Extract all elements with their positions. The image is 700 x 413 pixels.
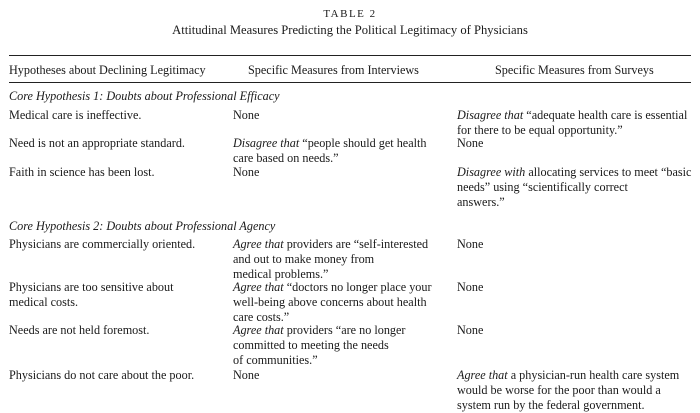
survey-measure-cell	[457, 136, 692, 151]
cell-line	[457, 108, 692, 123]
cell-line: Need is not an appropriate standard.	[9, 136, 185, 150]
cell-line	[457, 195, 692, 210]
table-label: TABLE 2	[323, 8, 377, 20]
column-header-hypotheses: Hypotheses about Declining Legitimacy	[9, 63, 206, 77]
hypothesis-group-title: Core Hypothesis 1: Doubts about Professional Efficacy	[9, 89, 280, 103]
cell-text: system run by the federal government.	[457, 398, 645, 412]
hypothesis-cell	[9, 136, 239, 151]
table-caption: Attitudinal Measures Predicting the Political Legitimacy of Physicians	[172, 23, 528, 37]
emphasis-phrase: Agree that	[233, 323, 284, 337]
cell-text: “people should get health	[299, 136, 427, 150]
interview-measure-cell	[233, 368, 438, 383]
cell-text: committed to meeting the needs	[233, 338, 389, 352]
interview-measure-cell	[233, 165, 438, 180]
interview-measure-cell	[233, 280, 438, 325]
cell-line	[233, 252, 438, 267]
survey-measure-cell	[457, 368, 692, 413]
cell-text: None	[457, 323, 484, 337]
cell-text: allocating services to meet “basic	[525, 165, 692, 179]
cell-line	[457, 237, 692, 252]
emphasis-phrase: Disagree with	[457, 165, 526, 179]
survey-measure-cell	[457, 323, 692, 338]
cell-line	[457, 323, 692, 338]
emphasis-phrase: Agree that	[457, 368, 508, 382]
cell-text: None	[457, 136, 484, 150]
cell-text: care based on needs.”	[233, 151, 339, 165]
cell-line	[457, 383, 692, 398]
cell-line: Faith in science has been lost.	[9, 165, 155, 179]
cell-line	[233, 165, 438, 180]
cell-line	[233, 295, 438, 310]
cell-line	[457, 368, 692, 383]
column-header-interviews: Specific Measures from Interviews	[248, 63, 419, 77]
emphasis-phrase: Disagree that	[233, 136, 300, 150]
cell-line: Physicians do not care about the poor.	[9, 368, 195, 382]
cell-text: None	[457, 280, 484, 294]
top-rule	[9, 55, 691, 56]
cell-text: and out to make money from	[233, 252, 375, 266]
emphasis-phrase: Disagree that	[457, 108, 524, 122]
hypothesis-cell	[9, 237, 239, 252]
cell-text: None	[233, 368, 260, 382]
hypothesis-cell	[9, 108, 239, 123]
cell-line: Needs are not held foremost.	[9, 323, 150, 337]
cell-line	[457, 165, 692, 180]
cell-text: providers are “self-interested	[283, 237, 429, 251]
cell-line	[457, 136, 692, 151]
cell-line	[233, 323, 438, 338]
cell-line	[233, 368, 438, 383]
cell-text: medical problems.”	[233, 267, 329, 281]
cell-text: for there to be equal opportunity.”	[457, 123, 623, 137]
cell-text: would be worse for the poor than would a	[457, 383, 661, 397]
hypothesis-cell	[9, 280, 239, 310]
cell-text: care costs.”	[233, 310, 290, 324]
cell-text: “adequate health care is essential	[523, 108, 688, 122]
cell-line	[457, 280, 692, 295]
header-rule	[9, 82, 691, 83]
hypothesis-cell	[9, 323, 239, 338]
interview-measure-cell	[233, 237, 438, 282]
interview-measure-cell	[233, 108, 438, 123]
survey-measure-cell	[457, 108, 692, 138]
cell-line	[233, 151, 438, 166]
survey-measure-cell	[457, 237, 692, 252]
cell-text: “doctors no longer place your	[283, 280, 432, 294]
interview-measure-cell	[233, 323, 438, 368]
survey-measure-cell	[457, 280, 692, 295]
cell-text: None	[233, 108, 260, 122]
hypothesis-cell	[9, 368, 239, 383]
cell-line	[233, 237, 438, 252]
emphasis-phrase: Agree that	[233, 237, 284, 251]
cell-text: None	[233, 165, 260, 179]
cell-text: of communities.”	[233, 353, 318, 367]
survey-measure-cell	[457, 165, 692, 210]
cell-line	[233, 280, 438, 295]
cell-line	[233, 108, 438, 123]
hypothesis-group-title: Core Hypothesis 2: Doubts about Professional Agency	[9, 219, 276, 233]
cell-text: answers.”	[457, 195, 505, 209]
cell-text: well-being above concerns about health	[233, 295, 427, 309]
column-header-surveys: Specific Measures from Surveys	[495, 63, 654, 77]
hypothesis-cell	[9, 165, 239, 180]
cell-line: Medical care is ineffective.	[9, 108, 142, 122]
emphasis-phrase: Agree that	[233, 280, 284, 294]
cell-text: None	[457, 237, 484, 251]
cell-line	[233, 136, 438, 151]
cell-line	[233, 338, 438, 353]
cell-line: Physicians are too sensitive about	[9, 280, 174, 294]
cell-line	[457, 180, 692, 195]
cell-line	[457, 398, 692, 413]
cell-line: medical costs.	[9, 295, 79, 309]
cell-text: providers “are no longer	[283, 323, 406, 337]
cell-line	[233, 353, 438, 368]
interview-measure-cell	[233, 136, 438, 166]
cell-text: a physician-run health care system	[507, 368, 680, 382]
cell-line: Physicians are commercially oriented.	[9, 237, 196, 251]
cell-text: needs” using “scientifically correct	[457, 180, 628, 194]
